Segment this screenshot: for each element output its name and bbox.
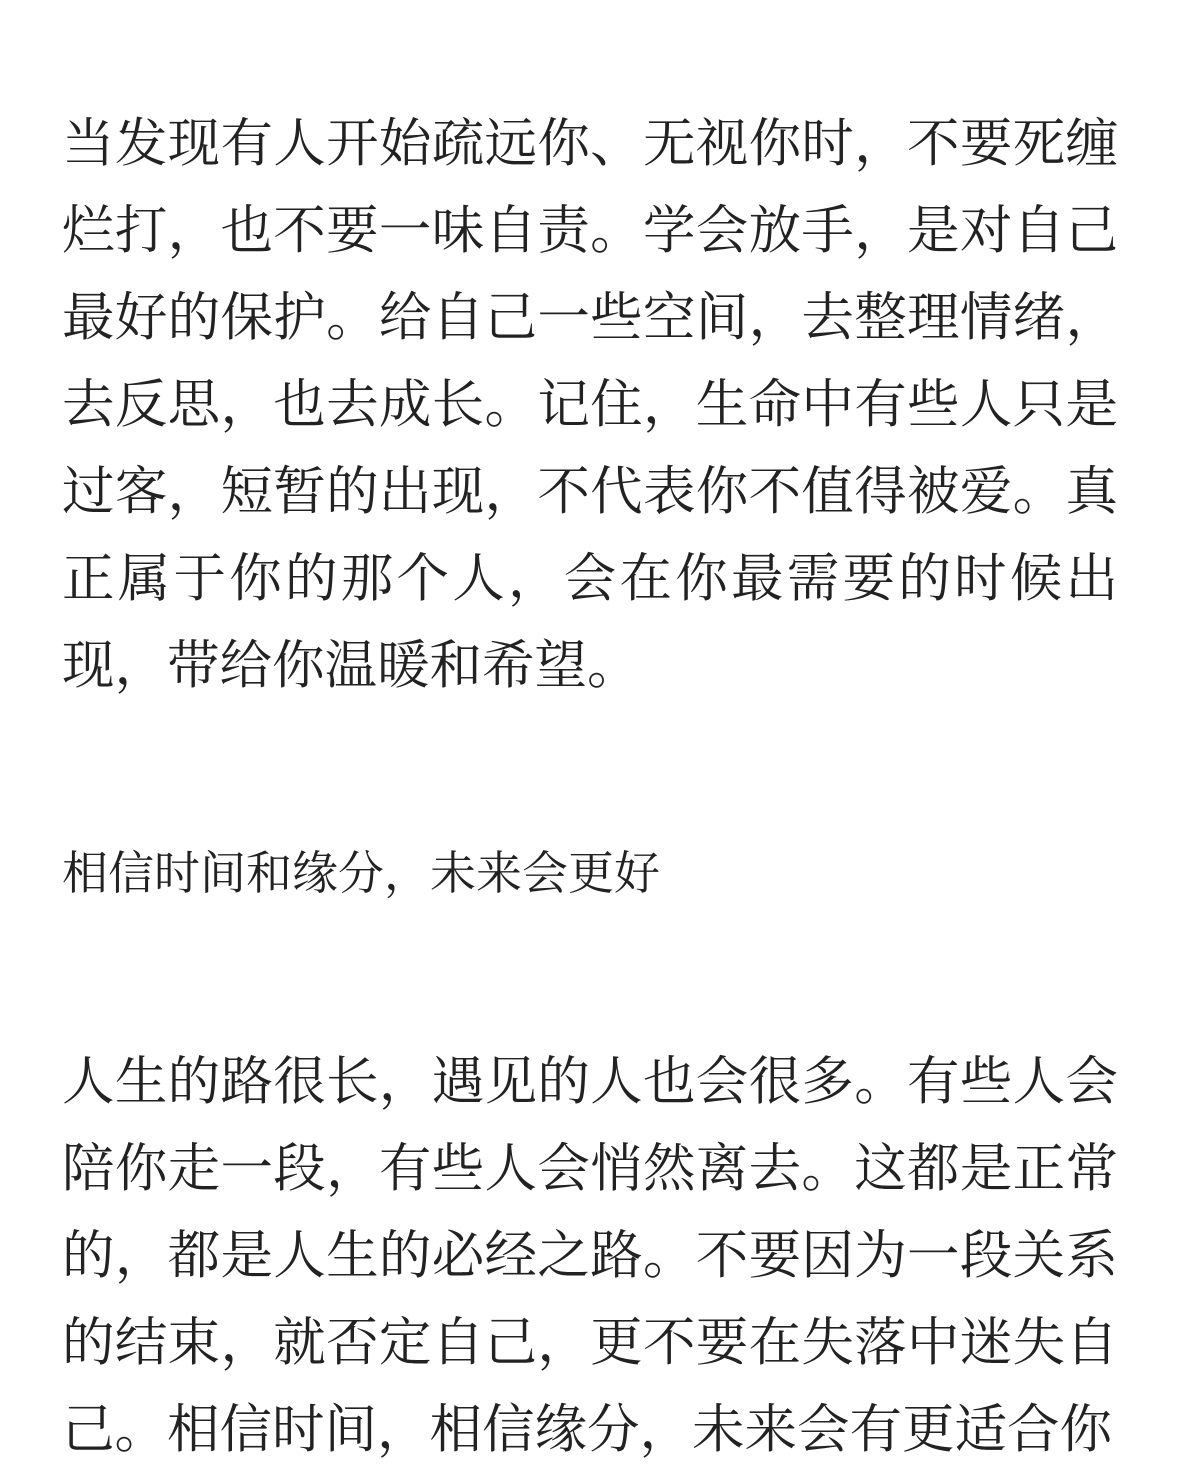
paragraph-letting-go: 当发现有人开始疏远你、无视你时，不要死缠烂打，也不要一味自责。学会放手，是对自己最好的保护。给自己一些空间，去整理情绪，去反思，也去成长。记住，生命中有些人只是过客，短暂的出现，不代表你不值得被爱。真正属于你的那个人，会在你最需要的时候出现，带给你温暖和希望。 (62, 113, 1118, 696)
section-heading: 相信时间和缘分，未来会更好 (62, 846, 660, 900)
article-body (62, 100, 1118, 1460)
paragraph-life-journey: 人生的路很长，遇见的人也会很多。有些人会陪你走一段，有些人会悄然离去。这都是正常的，都是人生的必经之路。不要因为一段关系的结束，就否定自己，更不要在失落中迷失自己。相信时间，相信缘分，未来会有更适合你 (62, 1051, 1118, 1460)
